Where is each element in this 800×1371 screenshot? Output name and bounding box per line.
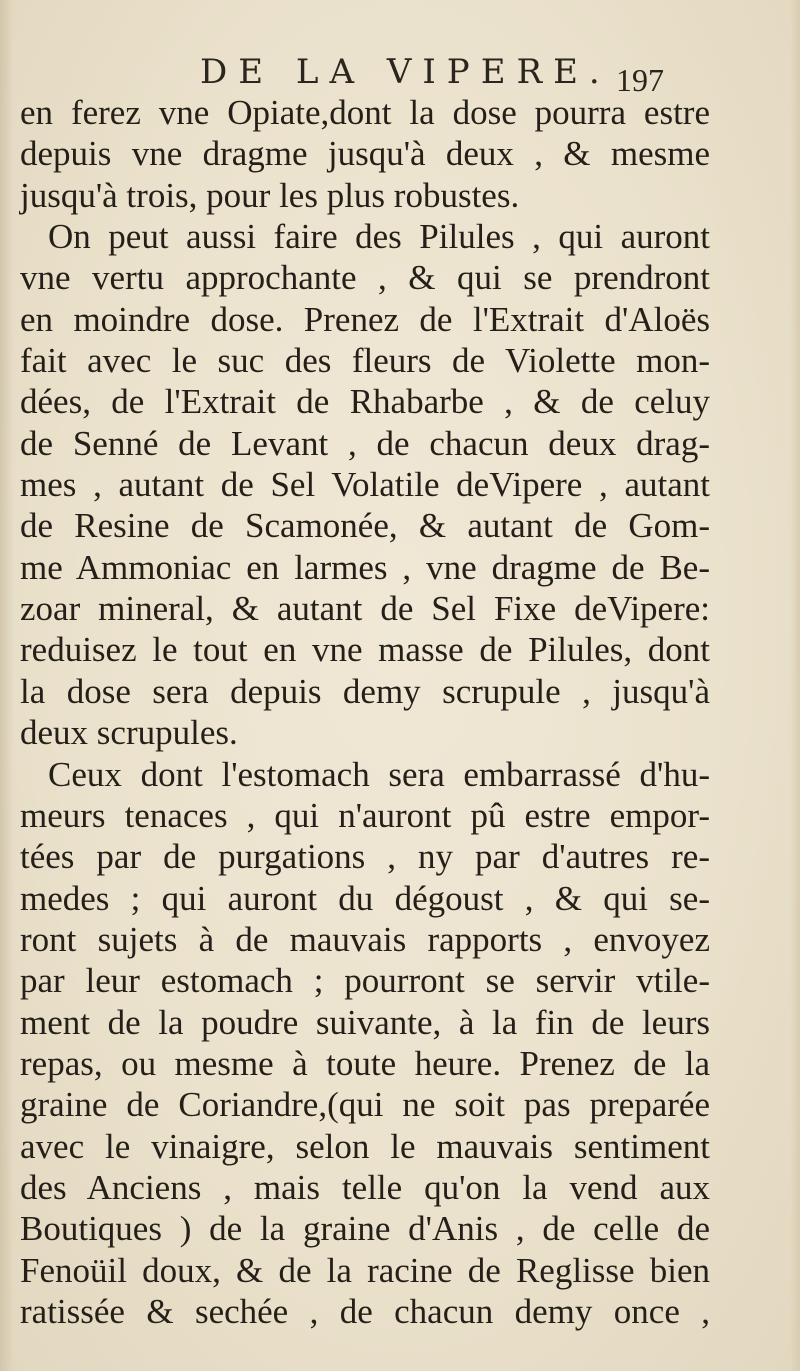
text-line: reduisez le tout en vne masse de Pilules, dont: [20, 630, 710, 670]
text-line: ment de la poudre suivante, à la fin de leurs: [20, 1002, 710, 1042]
paragraph-start-line: On peut aussi faire des Pilules , qui auront: [48, 217, 710, 257]
text-line: de Senné de Levant , de chacun deux drag-: [20, 423, 710, 463]
text-line: des Anciens , mais telle qu'on la vend aux: [20, 1167, 710, 1207]
text-line: en ferez vne Opiate,dont la dose pourra estre: [20, 93, 710, 132]
body-text: [20, 92, 710, 1332]
text-line: de Resine de Scamonée, & autant de Gom-: [20, 506, 710, 546]
text-line: par leur estomach ; pourront se servir vtile-: [20, 961, 710, 1001]
text-line: tées par de purgations , ny par d'autres re-: [20, 837, 710, 877]
text-line: Fenoüil doux, & de la racine de Reglisse bien: [20, 1250, 710, 1290]
text-line: Boutiques ) de la graine d'Anis , de celle de: [20, 1209, 710, 1249]
text-line: depuis vne dragme jusqu'à deux , & mesme: [20, 134, 710, 174]
text-line: fait avec le suc des fleurs de Violette mon-: [20, 341, 710, 381]
text-line: dées, de l'Extrait de Rhabarbe , & de celuy: [20, 382, 710, 422]
text-line: la dose sera depuis demy scrupule , jusqu'à: [20, 671, 710, 711]
running-title: DE LA VIPERE.: [200, 52, 611, 92]
text-line: deux scrupules.: [20, 713, 238, 753]
text-line: vne vertu approchante , & qui se prendront: [20, 258, 710, 298]
page-number: 197: [616, 62, 664, 98]
text-line: meurs tenaces , qui n'auront pû estre empor-: [20, 795, 710, 835]
text-line: graine de Coriandre,(qui ne soit pas preparée: [20, 1085, 710, 1125]
text-line: repas, ou mesme à toute heure. Prenez de la: [20, 1043, 710, 1083]
text-line: ront sujets à de mauvais rapports , envoyez: [20, 919, 710, 959]
paragraph-start-line: Ceux dont l'estomach sera embarrassé d'hu-: [48, 754, 710, 794]
text-line: jusqu'à trois, pour les plus robustes.: [20, 175, 520, 215]
text-line: en moindre dose. Prenez de l'Extrait d'Aloës: [20, 299, 710, 339]
text-line: mes , autant de Sel Volatile deVipere , autant: [20, 465, 710, 505]
text-line: me Ammoniac en larmes , vne dragme de Be-: [20, 547, 710, 587]
text-line: avec le vinaigre, selon le mauvais sentiment: [20, 1126, 710, 1166]
text-line: medes ; qui auront du dégoust , & qui se-: [20, 878, 710, 918]
text-line: zoar mineral, & autant de Sel Fixe deVipere:: [20, 589, 710, 629]
text-line: ratissée & sechée , de chacun demy once ,: [20, 1291, 710, 1331]
